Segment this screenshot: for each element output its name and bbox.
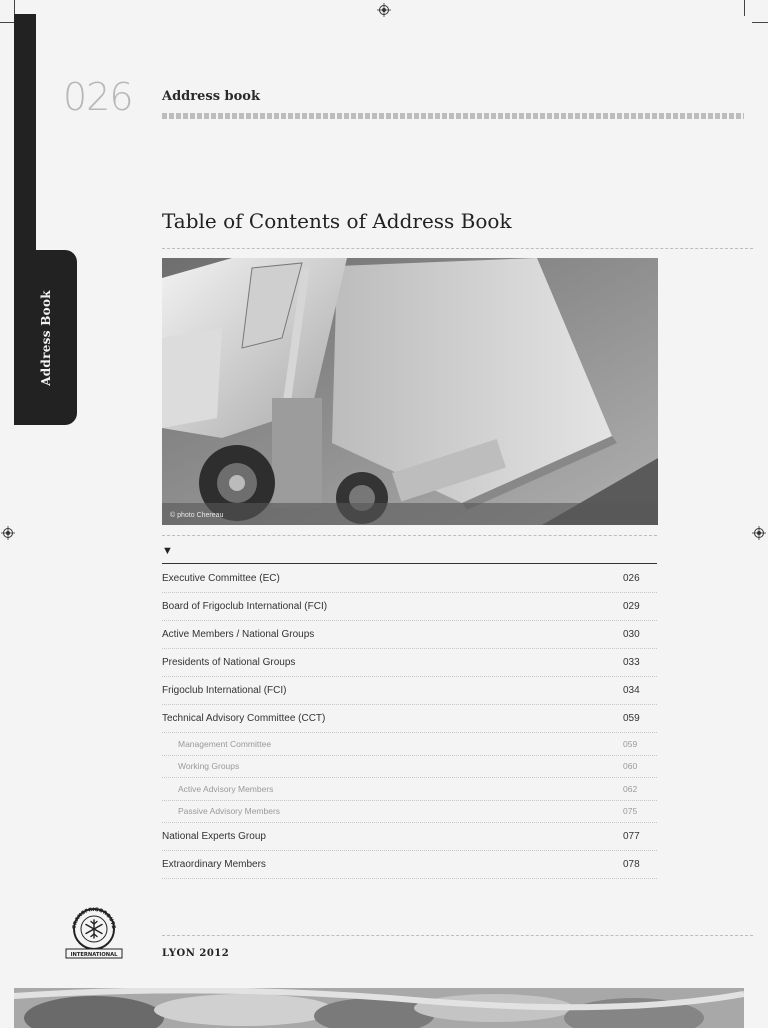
toc-entry-page: 033 <box>623 657 640 668</box>
bottom-photo-strip <box>14 988 744 1028</box>
title-divider <box>162 248 753 249</box>
toc-entry-label: Executive Committee (EC) <box>162 573 280 584</box>
footer-text: LYON 2012 <box>162 948 230 959</box>
page-title: Table of Contents of Address Book <box>162 209 512 233</box>
toc-entry[interactable] <box>162 621 657 649</box>
toc-entry-label: National Experts Group <box>162 831 266 842</box>
registration-mark-icon <box>377 3 391 17</box>
photo-credit: © photo Chereau <box>170 512 224 519</box>
dotted-divider <box>162 113 744 119</box>
toc-entry-page: 060 <box>623 761 638 772</box>
toc-entry-page: 059 <box>623 713 640 724</box>
truck-photo <box>162 258 658 525</box>
toc-entry[interactable] <box>162 565 657 593</box>
crop-mark <box>14 0 15 14</box>
toc-entry[interactable] <box>162 649 657 677</box>
page-number: 026 <box>63 75 133 119</box>
toc-entry-label: Extraordinary Members <box>162 859 266 870</box>
toc-entry-label: Working Groups <box>178 761 240 772</box>
toc-entry-page: 075 <box>623 806 638 817</box>
triangle-marker-icon: ▼ <box>162 545 173 557</box>
toc-list <box>162 565 657 879</box>
toc-entry-page: 026 <box>623 573 640 584</box>
toc-entry-label: Board of Frigoclub International (FCI) <box>162 601 328 612</box>
toc-entry[interactable] <box>162 705 657 733</box>
toc-entry-label: Active Advisory Members <box>178 783 274 794</box>
logo-top-text: TRANSFRIGOROUTE <box>71 906 117 929</box>
photo-divider <box>162 535 657 536</box>
crop-mark <box>744 0 745 16</box>
toc-entry-label: Technical Advisory Committee (CCT) <box>162 713 326 724</box>
registration-mark-icon <box>752 526 766 540</box>
toc-entry-page: 034 <box>623 685 640 696</box>
toc-entry-label: Frigoclub International (FCI) <box>162 685 287 696</box>
toc-top-rule <box>162 563 657 564</box>
toc-entry-page: 078 <box>623 859 640 870</box>
toc-entry[interactable] <box>162 593 657 621</box>
toc-entry-page: 062 <box>623 783 638 794</box>
toc-entry-label: Active Members / National Groups <box>162 629 315 640</box>
toc-entry[interactable] <box>162 677 657 705</box>
toc-entry-label: Management Committee <box>178 738 272 749</box>
toc-entry[interactable] <box>162 823 657 851</box>
transfrigoroute-logo <box>64 905 124 960</box>
side-tab-label: Address Book <box>39 290 53 386</box>
toc-entry-label: Passive Advisory Members <box>178 806 281 817</box>
registration-mark-icon <box>1 526 15 540</box>
toc-subentry[interactable] <box>162 801 657 824</box>
toc-entry-page: 030 <box>623 629 640 640</box>
toc-entry-page: 077 <box>623 831 640 842</box>
footer-divider <box>162 935 753 936</box>
crop-mark <box>752 22 768 23</box>
toc-subentry[interactable] <box>162 778 657 801</box>
section-title: Address book <box>162 89 260 104</box>
toc-subentry[interactable] <box>162 756 657 779</box>
toc-entry-label: Presidents of National Groups <box>162 657 296 668</box>
toc-entry-page: 029 <box>623 601 640 612</box>
logo-bottom-text: INTERNATIONAL <box>70 952 118 958</box>
toc-entry-page: 059 <box>623 738 638 749</box>
side-bar <box>14 14 36 264</box>
toc-subentry[interactable] <box>162 733 657 756</box>
toc-entry[interactable] <box>162 851 657 879</box>
